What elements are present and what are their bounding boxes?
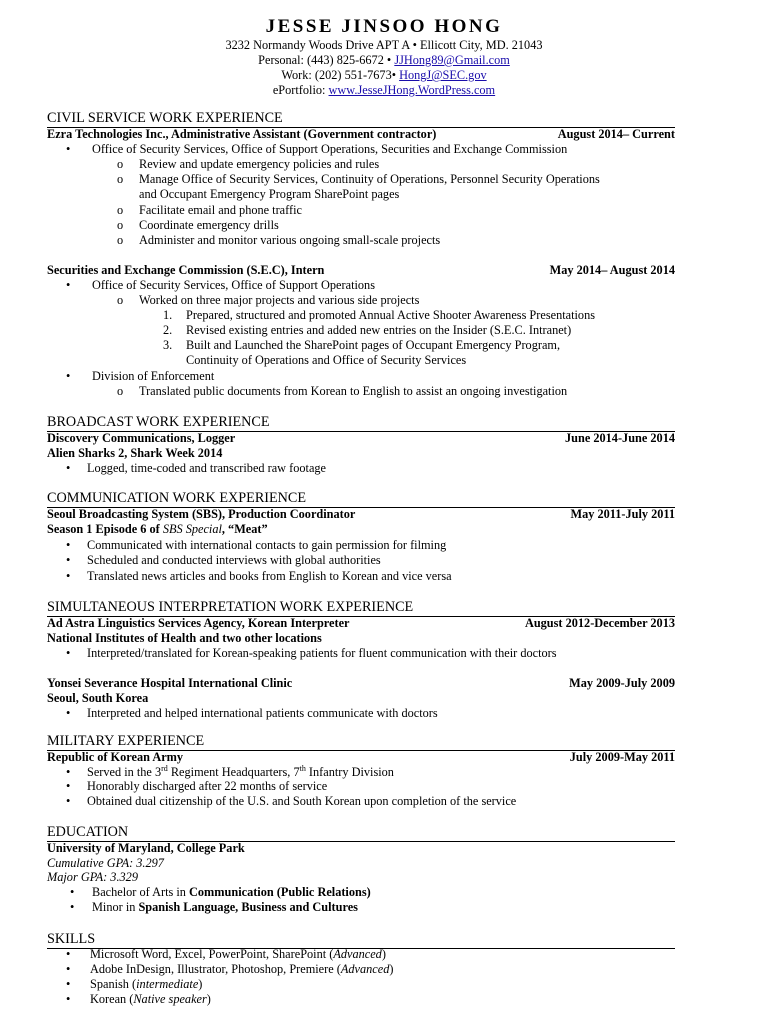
list-item (87, 765, 394, 780)
job-title-yonsei: Yonsei Severance Hospital International Clinic (47, 676, 293, 690)
list-item: Review and update emergency policies and rules (139, 157, 380, 171)
text-part: ) (389, 962, 394, 976)
list-item: Prepared, structured and promoted Annual Active Shooter Awareness Presentations (186, 308, 596, 322)
bullet-mark: • (66, 369, 71, 383)
list-item: Facilitate email and phone traffic (139, 203, 302, 217)
job-header-ezra (47, 127, 675, 142)
section-heading-civil: CIVIL SERVICE WORK EXPERIENCE (47, 110, 675, 128)
job-header-yonsei (47, 676, 675, 691)
sub-bullet-mark: o (117, 172, 124, 186)
text-part: Infantry Division (305, 765, 394, 779)
personal-contact-line (0, 53, 768, 68)
school-name: University of Maryland, College Park (47, 841, 245, 855)
sub-bullet-mark: o (117, 233, 124, 247)
job-dates-ezra: August 2014– Current (557, 127, 675, 141)
work-contact-line (0, 68, 768, 83)
job-header-sbs (47, 507, 675, 522)
cumulative-gpa: Cumulative GPA: 3.297 (47, 856, 164, 870)
personal-phone: Personal: (443) 825-6672 • (258, 53, 392, 67)
major-gpa: Major GPA: 3.329 (47, 870, 138, 884)
section-heading-interpretation: SIMULTANEOUS INTERPRETATION WORK EXPERIENCE (47, 599, 675, 617)
superscript: th (299, 763, 306, 773)
bullet-mark: • (66, 142, 71, 156)
bullet-mark: • (66, 646, 71, 660)
list-item (90, 962, 393, 977)
portfolio-link[interactable]: www.JesseJHong.WordPress.com (328, 83, 496, 97)
personal-email-link[interactable]: JJHong89@Gmail.com (394, 53, 510, 67)
job-title-discovery: Discovery Communications, Logger (47, 431, 236, 445)
text-part: Minor in (92, 900, 136, 914)
list-item (90, 992, 211, 1007)
text-part: Korean ( (90, 992, 134, 1006)
sub-bullet-mark: o (117, 157, 124, 171)
text-part: Adobe InDesign, Illustrator, Photoshop, Premiere ( (90, 962, 341, 976)
list-number: 3. (163, 338, 173, 352)
section-heading-military: MILITARY EXPERIENCE (47, 733, 675, 751)
bullet-mark: • (66, 706, 71, 720)
subtitle-part: Season 1 Episode 6 of (47, 522, 160, 536)
list-item: Worked on three major projects and various side projects (139, 293, 420, 307)
list-item (90, 977, 202, 992)
job-title-sbs: Seoul Broadcasting System (SBS), Production Coordinator (47, 507, 356, 521)
job-subtitle-yonsei: Seoul, South Korea (47, 691, 149, 705)
bullet-mark: • (66, 779, 71, 793)
job-dates-sbs: May 2011-July 2011 (570, 507, 675, 521)
job-dates-army: July 2009-May 2011 (569, 750, 675, 764)
list-item: Coordinate emergency drills (139, 218, 279, 232)
sub-bullet-mark: o (117, 293, 124, 307)
job-dates-sec: May 2014– August 2014 (549, 263, 675, 277)
list-item: Logged, time-coded and transcribed raw footage (87, 461, 327, 475)
text-italic: Native speaker (133, 992, 207, 1006)
bullet-mark: • (66, 553, 71, 567)
list-number: 2. (163, 323, 173, 337)
text-part: Bachelor of Arts in (92, 885, 186, 899)
text-bold: Spanish Language, Business and Cultures (138, 900, 358, 914)
list-item (92, 885, 371, 900)
work-email-link[interactable]: HongJ@SEC.gov (399, 68, 487, 82)
work-phone: Work: (202) 551-7673• (281, 68, 397, 82)
job-subtitle-adastra: National Institutes of Health and two other locations (47, 631, 322, 645)
text-italic: Advanced (340, 962, 390, 976)
job-header-army (47, 750, 675, 765)
list-item: Communicated with international contacts to gain permission for filming (87, 538, 447, 552)
list-item: Scheduled and conducted interviews with global authorities (87, 553, 381, 567)
job-header-sec (47, 263, 675, 278)
list-item (92, 900, 358, 915)
text-italic: Advanced (333, 947, 382, 961)
list-item: Honorably discharged after 22 months of service (87, 779, 328, 793)
list-item (90, 947, 386, 962)
job-title-ezra: Ezra Technologies Inc., Administrative Assistant (Government contractor) (47, 127, 437, 141)
bullet-mark: • (66, 461, 71, 475)
list-item: Obtained dual citizenship of the U.S. and South Korean upon completion of the service (87, 794, 517, 808)
candidate-name: JESSE JINSOO HONG (265, 16, 503, 37)
sub-bullet-mark: o (117, 203, 124, 217)
sub-bullet-mark: o (117, 218, 124, 232)
job-subtitle-discovery: Alien Sharks 2, Shark Week 2014 (47, 446, 223, 460)
job-title-sec: Securities and Exchange Commission (S.E.C), Intern (47, 263, 325, 277)
text-part: Spanish ( (90, 977, 137, 991)
list-item-continuation: Continuity of Operations and Office of Security Services (186, 353, 467, 367)
bullet-mark: • (66, 962, 71, 976)
job-dates-yonsei: May 2009-July 2009 (569, 676, 675, 690)
list-item-continuation: and Occupant Emergency Program SharePoint pages (139, 187, 400, 201)
text-part: ) (198, 977, 203, 991)
section-heading-education: EDUCATION (47, 824, 675, 842)
text-part: ) (381, 947, 386, 961)
portfolio-line (0, 83, 768, 98)
subtitle-part: , “Meat” (221, 522, 268, 536)
list-item: Translated news articles and books from English to Korean and vice versa (87, 569, 452, 583)
job-title-army: Republic of Korean Army (47, 750, 184, 764)
list-item: Division of Enforcement (92, 369, 215, 383)
bullet-mark: • (70, 900, 75, 914)
text-part: Microsoft Word, Excel, PowerPoint, SharePoint ( (90, 947, 334, 961)
text-bold: Communication (Public Relations) (189, 885, 371, 899)
job-header-discovery (47, 431, 675, 446)
bullet-mark: • (66, 538, 71, 552)
job-dates-adastra: August 2012-December 2013 (524, 616, 675, 630)
list-item: Administer and monitor various ongoing small-scale projects (139, 233, 441, 247)
bullet-mark: • (66, 794, 71, 808)
bullet-mark: • (66, 765, 71, 779)
text-italic: intermediate (136, 977, 199, 991)
list-item: Manage Office of Security Services, Continuity of Operations, Personnel Security Operations (139, 172, 600, 186)
superscript: rd (161, 763, 168, 773)
subtitle-italic: SBS Special (162, 522, 222, 536)
bullet-mark: • (66, 947, 71, 961)
job-subtitle-sbs (47, 522, 675, 537)
job-header-adastra (47, 616, 675, 631)
job-dates-discovery: June 2014-June 2014 (565, 431, 675, 445)
list-item: Interpreted/translated for Korean-speaking patients for fluent communication with their doctors (87, 646, 557, 660)
bullet-mark: • (70, 885, 75, 899)
bullet-mark: • (66, 977, 71, 991)
list-item: Translated public documents from Korean to English to assist an ongoing investigation (139, 384, 568, 398)
bullet-mark: • (66, 569, 71, 583)
portfolio-label: ePortfolio: (272, 83, 326, 97)
list-item: Built and Launched the SharePoint pages of Occupant Emergency Program, (186, 338, 561, 352)
section-heading-communication: COMMUNICATION WORK EXPERIENCE (47, 490, 675, 508)
section-heading-skills: SKILLS (47, 931, 675, 949)
bullet-mark: • (66, 278, 71, 292)
bullet-mark: • (66, 992, 71, 1006)
list-item: Revised existing entries and added new entries on the Insider (S.E.C. Intranet) (186, 323, 572, 337)
job-title-adastra: Ad Astra Linguistics Services Agency, Korean Interpreter (47, 616, 350, 630)
sub-bullet-mark: o (117, 384, 124, 398)
address-line: 3232 Normandy Woods Drive APT A • Ellicott City, MD. 21043 (225, 38, 543, 52)
list-item: Interpreted and helped international patients communicate with doctors (87, 706, 438, 720)
section-heading-broadcast: BROADCAST WORK EXPERIENCE (47, 414, 675, 432)
list-item: Office of Security Services, Office of Support Operations, Securities and Exchange Commission (92, 142, 568, 156)
text-part: ) (206, 992, 211, 1006)
list-number: 1. (163, 308, 173, 322)
text-part: Regiment Headquarters, 7 (167, 765, 300, 779)
list-item: Office of Security Services, Office of Support Operations (92, 278, 375, 292)
text-part: Served in the 3 (87, 765, 162, 779)
